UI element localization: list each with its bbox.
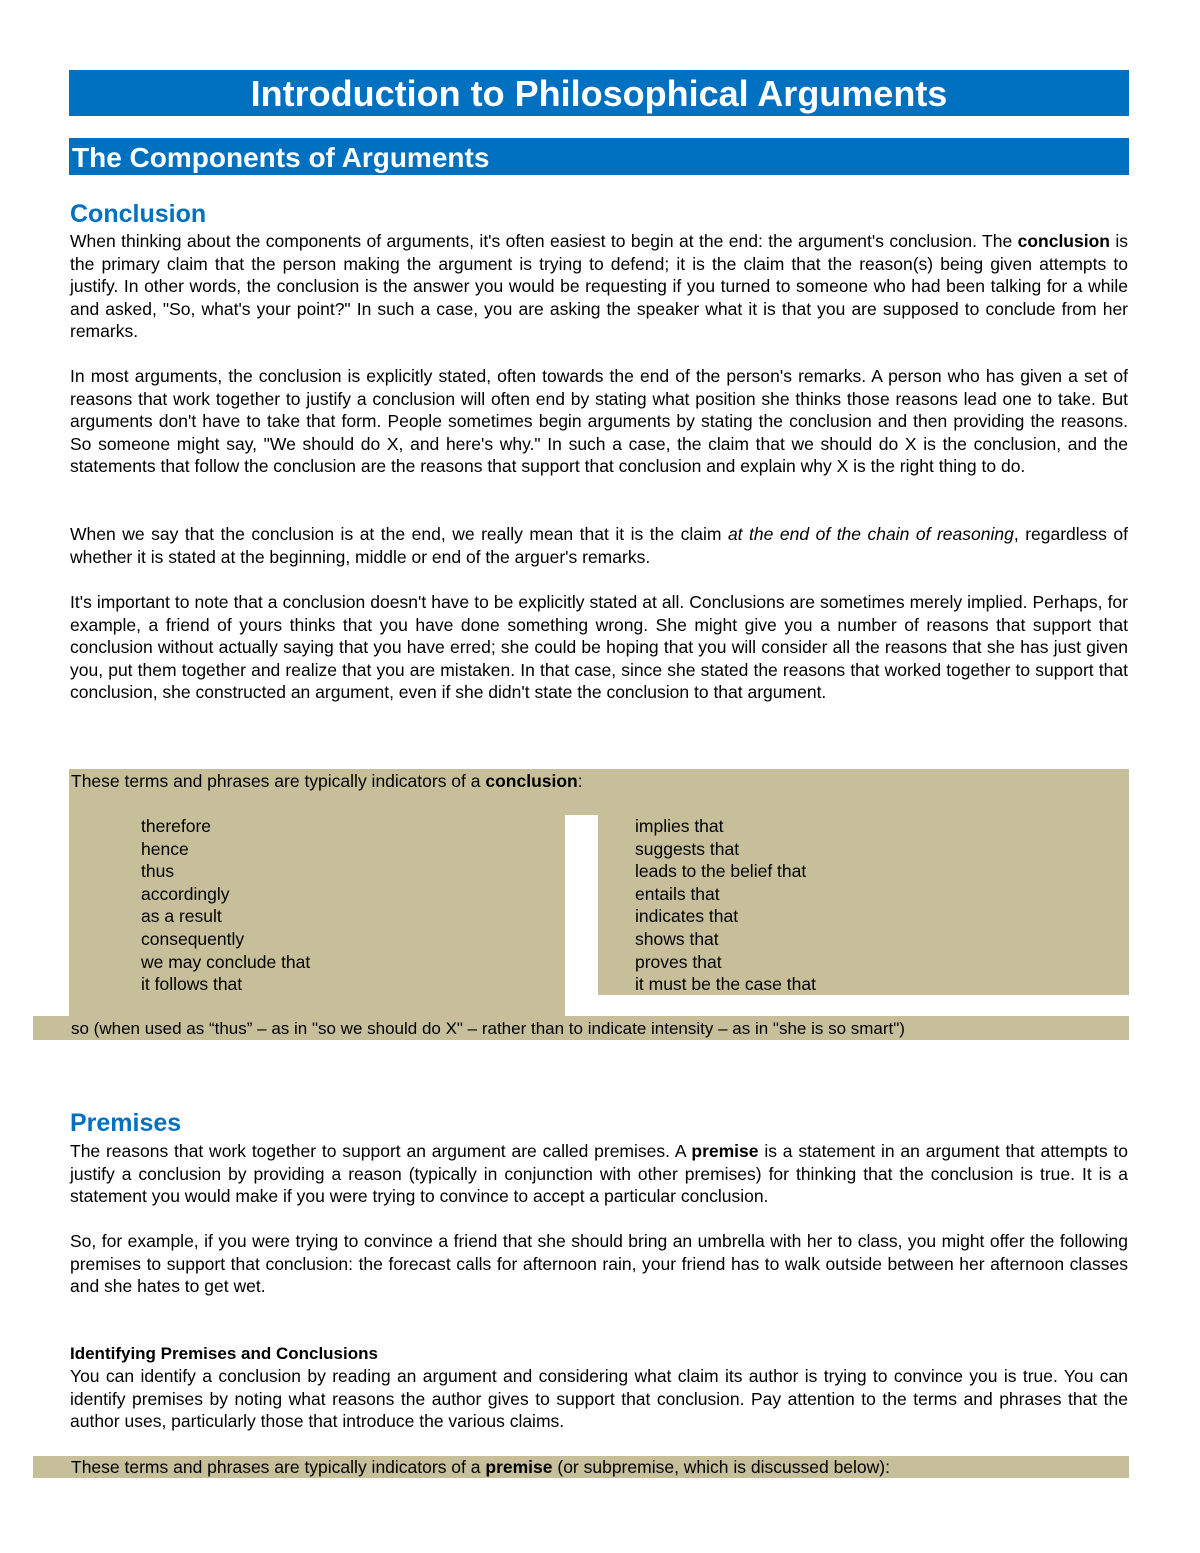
document-title: Introduction to Philosophical Arguments	[69, 70, 1129, 116]
conclusion-indicators-left-list	[141, 815, 310, 996]
premises-paragraph-1: The reasons that work together to support an argument are called premises. A premise is a statement in an argument that attempts to justify a conclusion by providing a reason (typically in conjunction with other premises) for thinking that the conclusion is true. It is a statement you would make if you were trying to convince to accept a particular conclusion.	[70, 1141, 1128, 1206]
so-usage-note: so (when used as “thus” – as in "so we should do X" – rather than to indicate intensity – as in "she is so smart")	[71, 1019, 905, 1038]
premises-heading: Premises	[70, 1109, 182, 1137]
conclusion-paragraph-4: It's important to note that a conclusion doesn't have to be explicitly stated at all. Conclusions are sometimes merely implied. Perhaps, for example, a friend of yours thinks that you have done something wrong. She might give you a number of reasons that support that conclusion without actually saying that you have erred; she could be hoping that you will consider all the reasons that she has just given you, put them together and realize that you are mistaken. In that case, since she stated the reasons that worked together to support that conclusion, she constructed an argument, even if she didn't state the conclusion to that argument.	[70, 592, 1128, 702]
italic-phrase: at the end of the chain of reasoning	[727, 524, 1014, 544]
premises-paragraph-3: You can identify a conclusion by reading an argument and considering what claim its author is trying to convince you is true. You can identify premises by noting what reasons the author gives to support that conclusion. Pay attention to the terms and phrases that the author uses, particularly those that introduce the various claims.	[70, 1366, 1128, 1431]
list-item: shows that	[635, 928, 719, 949]
conclusion-paragraph-3: When we say that the conclusion is at the end, we really mean that it is the claim at the end of the chain of reasoning, regardless of whether it is stated at the beginning, middle or end of the arguer's remarks.	[70, 524, 1129, 567]
list-item: we may conclude that	[141, 951, 311, 972]
conclusion-paragraph-2: In most arguments, the conclusion is explicitly stated, often towards the end of the person's remarks. A person who has given a set of reasons that work together to justify a conclusion will often end by stating what position she thinks those reasons lead one to take. But arguments don't have to take that form. People sometimes begin arguments by stating the conclusion and then providing the reasons. So someone might say, "We should do X, and here's why." In such a case, the claim that we should do X is the conclusion, and the statements that follow the conclusion are the reasons that support that conclusion and explain why X is the right thing to do.	[70, 366, 1128, 476]
list-item: it must be the case that	[635, 974, 816, 995]
list-item: consequently	[141, 928, 245, 949]
list-item: implies that	[635, 816, 724, 836]
premise-indicators-intro: These terms and phrases are typically indicators of a premise (or subpremise, which is discussed below):	[71, 1457, 890, 1477]
list-item: leads to the belief that	[635, 861, 807, 882]
list-item: hence	[141, 838, 189, 859]
conclusion-heading: Conclusion	[70, 200, 207, 228]
list-item: proves that	[635, 951, 722, 972]
list-item: accordingly	[141, 883, 230, 904]
section-title: The Components of Arguments	[69, 138, 1129, 175]
conclusion-indicators-right-list	[635, 815, 816, 996]
list-item: as a result	[141, 906, 222, 927]
list-item: it follows that	[141, 974, 243, 995]
identifying-heading: Identifying Premises and Conclusions	[70, 1344, 378, 1363]
list-item: suggests that	[635, 838, 740, 859]
list-item: entails that	[635, 883, 720, 904]
conclusion-indicators-intro: These terms and phrases are typically indicators of a conclusion:	[71, 771, 583, 791]
bold-term-conclusion: conclusion	[1017, 231, 1110, 251]
list-item: thus	[141, 861, 175, 882]
premises-paragraph-2: So, for example, if you were trying to convince a friend that she should bring an umbrella with her to class, you might offer the following premises to support that conclusion: the forecast calls for afternoon rain, your friend has to walk outside between her afternoon classes and she hates to get wet.	[70, 1231, 1128, 1296]
bold-term-premise: premise	[691, 1141, 759, 1161]
list-item: indicates that	[635, 906, 739, 927]
conclusion-paragraph-1: When thinking about the components of arguments, it's often easiest to begin at the end: the argument's conclusion. The conclusion is the primary claim that the person making the argument is trying to defend; it is the claim that the reason(s) being given attempts to justify. In other words, the conclusion is the answer you would be requesting if you turned to someone who had been talking for a while and asked, "So, what's your point?" In such a case, you are asking the speaker what it is that you are supposed to conclude from her remarks.	[70, 231, 1129, 341]
list-item: therefore	[141, 816, 212, 836]
